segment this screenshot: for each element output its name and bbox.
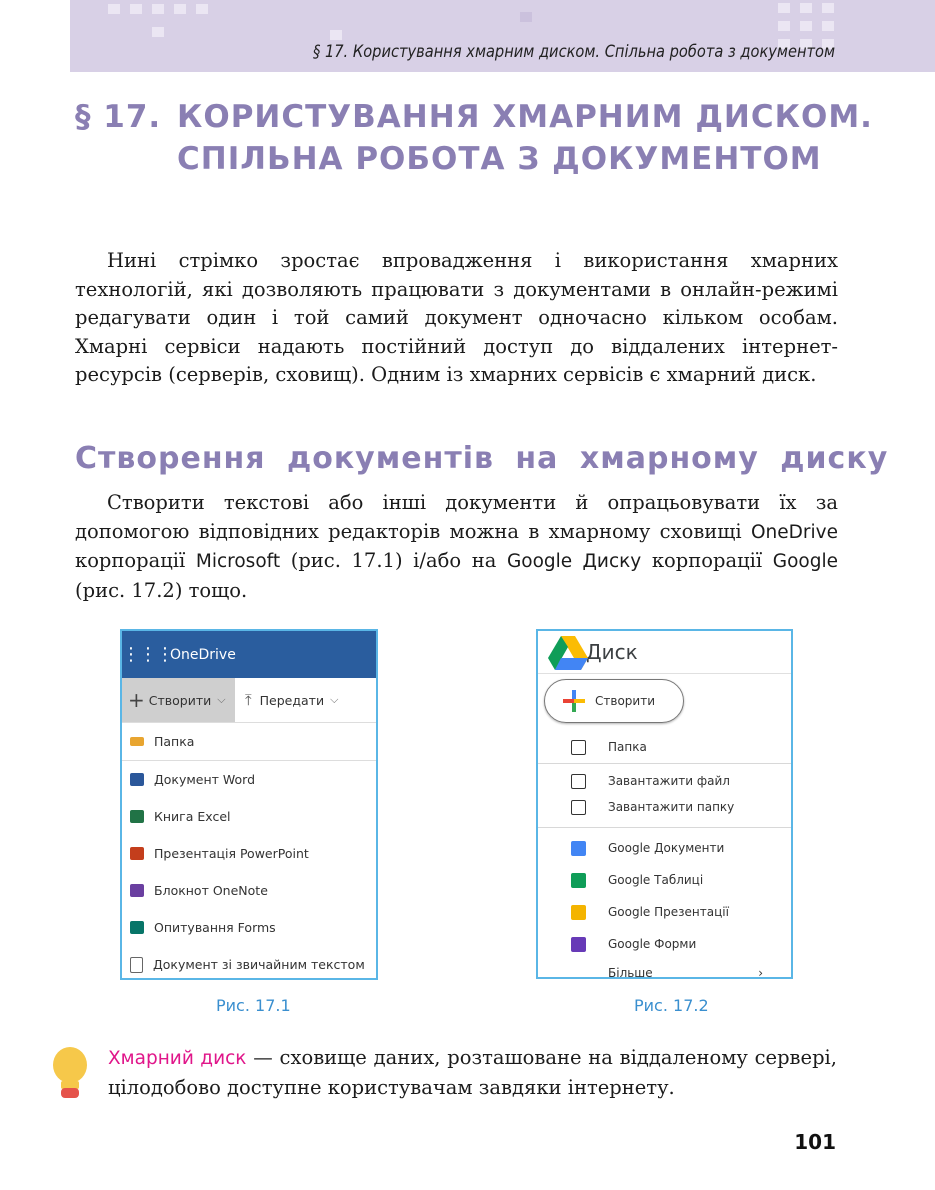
paragraph-text: (рис. 17.1) і/або на	[280, 549, 507, 572]
menu-item-forms[interactable]	[122, 909, 376, 946]
chevron-down-icon: ⌵	[217, 693, 226, 706]
menu-item-folder[interactable]	[122, 723, 376, 761]
menu-item-new-folder[interactable]	[538, 731, 791, 763]
menu-item-powerpoint[interactable]	[122, 835, 376, 872]
decor-square	[822, 3, 834, 13]
section-paragraph	[75, 489, 838, 605]
definition-term: Хмарний диск	[108, 1048, 247, 1069]
menu-item-label: Папка	[154, 734, 195, 749]
decor-square	[520, 12, 532, 22]
menu-item-label: Завантажити папку	[608, 800, 735, 814]
decor-square	[778, 3, 790, 13]
figure-caption-17-2: Рис. 17.2	[634, 996, 709, 1015]
decor-square	[800, 21, 812, 31]
definition-paragraph	[108, 1044, 837, 1102]
forms-icon	[130, 921, 144, 934]
section-heading: Створення документів на хмарному диску	[75, 441, 889, 476]
paragraph-text: корпорації	[641, 549, 773, 572]
paragraph-text: Створити текстові або інші документи й опрацьовувати їх за допомогою відповідних редакторів можна в хмарному сховищі	[75, 491, 838, 543]
upload-folder-icon	[571, 800, 586, 815]
page-title	[75, 96, 873, 180]
word-icon	[130, 773, 144, 786]
microsoft-name: Microsoft	[195, 551, 281, 572]
more-label: Більше	[608, 966, 653, 979]
google-forms-icon	[571, 937, 586, 952]
onedrive-app-bar	[122, 631, 376, 678]
menu-item-more[interactable]	[538, 960, 791, 979]
upload-arrow-icon: ⤒	[245, 691, 252, 709]
drive-create-label: Створити	[595, 694, 655, 708]
decor-square	[152, 27, 164, 37]
google-name: Google	[772, 551, 838, 572]
menu-item-label: Google Форми	[608, 937, 697, 951]
excel-icon	[130, 810, 144, 823]
figure-onedrive-menu	[120, 629, 378, 980]
decor-square	[152, 4, 164, 14]
menu-item-upload-folder[interactable]	[538, 794, 791, 820]
drive-create-button[interactable]	[544, 679, 684, 723]
menu-item-upload-file[interactable]	[538, 768, 791, 794]
decor-square	[778, 21, 790, 31]
onedrive-app-name: OneDrive	[170, 646, 236, 663]
section-number: § 17.	[75, 99, 162, 135]
upload-label: Передати	[259, 692, 325, 708]
definition-text: — сховище даних, розташоване на віддаленому сервері, цілодобово доступне користувачам завдяки інтернету.	[108, 1046, 837, 1099]
plus-icon: +	[128, 688, 145, 712]
title-line-1: КОРИСТУВАННЯ ХМАРНИМ ДИСКОМ.	[177, 99, 873, 135]
chevron-down-icon: ⌵	[330, 693, 339, 706]
menu-item-label: Google Таблиці	[608, 873, 704, 887]
drive-header	[538, 631, 791, 674]
google-drive-logo-icon	[538, 631, 586, 673]
menu-item-label: Опитування Forms	[154, 920, 276, 935]
figure-caption-17-1: Рис. 17.1	[216, 996, 291, 1015]
google-sheets-icon	[571, 873, 586, 888]
colored-plus-icon	[563, 690, 585, 712]
menu-item-label: Книга Excel	[154, 809, 231, 824]
paragraph-text: корпорації	[75, 549, 196, 572]
lightbulb-icon	[52, 1046, 88, 1100]
menu-item-label: Google Презентації	[608, 905, 729, 919]
onedrive-name: OneDrive	[751, 521, 838, 543]
menu-item-label: Документ Word	[154, 772, 256, 787]
google-drive-name: Google Диску	[506, 551, 642, 572]
menu-item-label: Презентація PowerPoint	[154, 846, 309, 861]
page-number: 101	[794, 1130, 836, 1154]
menu-item-label: Папка	[608, 740, 647, 754]
menu-item-google-docs[interactable]	[538, 832, 791, 864]
decor-square	[196, 4, 208, 14]
decor-square	[130, 4, 142, 14]
menu-item-label: Документ зі звичайним текстом	[153, 957, 365, 972]
figure-google-drive-menu	[536, 629, 793, 979]
menu-item-label: Google Документи	[608, 841, 725, 855]
drive-app-name: Диск	[586, 640, 638, 664]
create-label: Створити	[148, 692, 212, 708]
folder-icon	[130, 737, 144, 746]
menu-item-text-document[interactable]	[122, 946, 376, 980]
powerpoint-icon	[130, 847, 144, 860]
menu-item-label: Блокнот OneNote	[154, 883, 268, 898]
upload-button[interactable]	[235, 691, 338, 709]
menu-item-google-slides[interactable]	[538, 896, 791, 928]
text-document-icon	[130, 957, 143, 973]
drive-create-menu	[538, 731, 791, 979]
menu-divider	[538, 763, 791, 764]
menu-item-label: Завантажити файл	[608, 774, 730, 788]
intro-paragraph: Нині стрімко зростає впровадження і використання хмарних технологій, які дозволяють працювати з документами в онлайн-режимі редагувати один і той самий документ одночасно кільком особам. Хмарні сервіси надають постійний доступ до віддалених інтернет-ресурсів (серверів, сховищ). Одним із хмарних сервісів є хмарний диск.	[75, 249, 838, 386]
google-slides-icon	[571, 905, 586, 920]
menu-item-excel[interactable]	[122, 798, 376, 835]
onenote-icon	[130, 884, 144, 897]
decor-square	[108, 4, 120, 14]
decor-square	[174, 4, 186, 14]
menu-item-word[interactable]	[122, 761, 376, 798]
chevron-right-icon: ›	[758, 966, 763, 979]
new-folder-icon	[571, 740, 586, 755]
menu-divider	[538, 827, 791, 828]
app-launcher-icon[interactable]: ⋮⋮⋮	[122, 644, 173, 665]
upload-file-icon	[571, 774, 586, 789]
create-button[interactable]	[122, 678, 235, 722]
onedrive-toolbar	[122, 678, 376, 723]
running-header: § 17. Користування хмарним диском. Спільна робота з документом	[312, 42, 835, 62]
menu-item-onenote[interactable]	[122, 872, 376, 909]
paragraph-text: (рис. 17.2) тощо.	[75, 578, 248, 602]
google-docs-icon	[571, 841, 586, 856]
menu-item-google-forms[interactable]	[538, 928, 791, 960]
decor-square	[822, 21, 834, 31]
title-line-2: СПІЛЬНА РОБОТА З ДОКУМЕНТОМ	[177, 141, 822, 177]
decor-square	[330, 30, 342, 40]
menu-item-google-sheets[interactable]	[538, 864, 791, 896]
decor-square	[800, 3, 812, 13]
